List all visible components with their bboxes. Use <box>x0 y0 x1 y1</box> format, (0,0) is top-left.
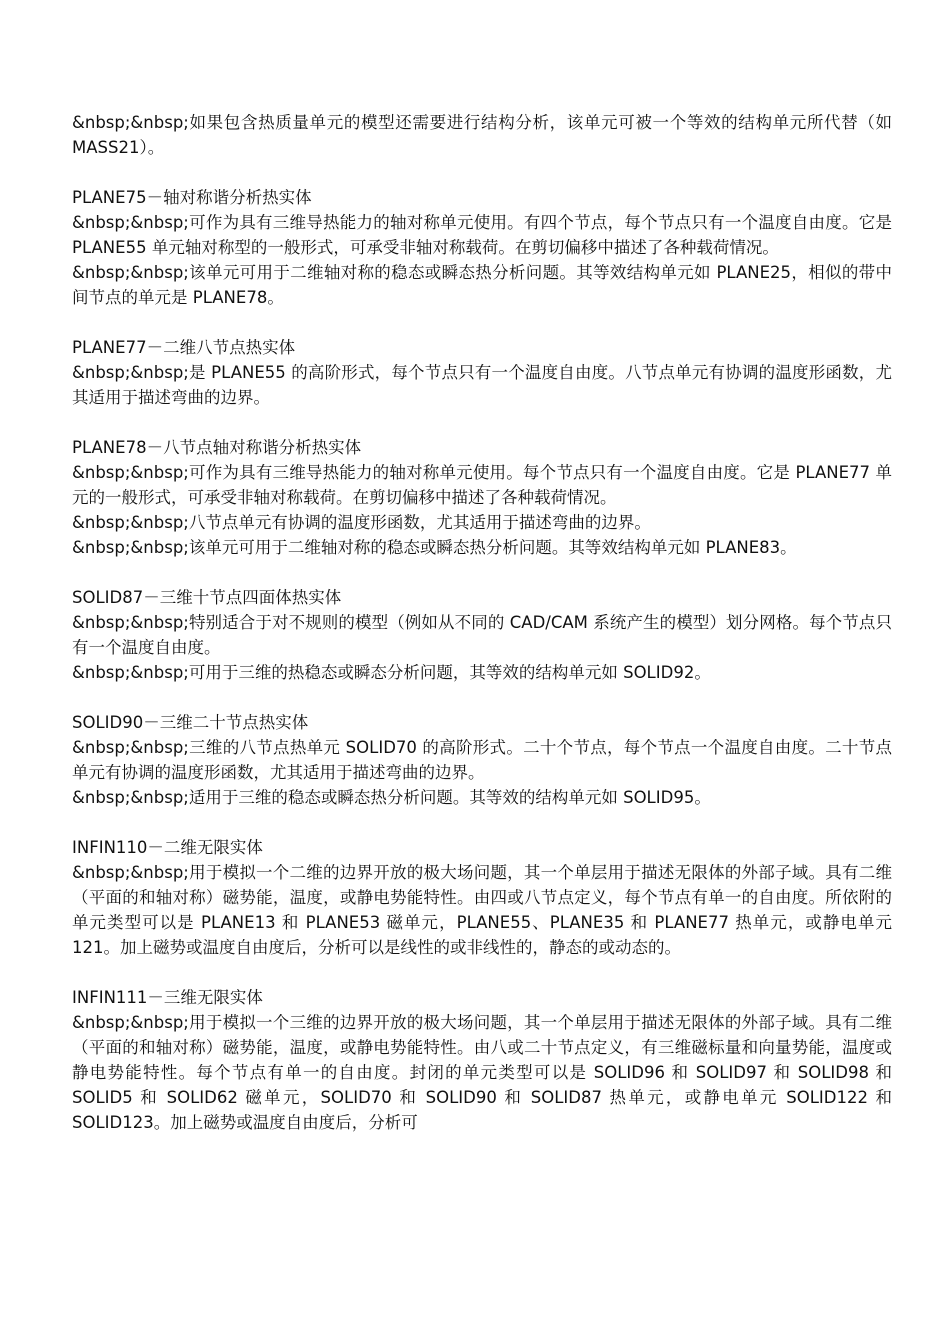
paragraph: &nbsp;&nbsp;用于模拟一个三维的边界开放的极大场问题，其一个单层用于描述无限体的外部子域。具有二维（平面的和轴对称）磁势能，温度，或静电势能特性。由八或二十节点定义，有三维磁标量和向量势能，温度或静电势能特性。每个节点有单一的自由度。封闭的单元类型可以是 SOLID96 和 SOLID97 和 SOLID98 和 SOLID5 和 SOLID62 磁单元，SOLID70 和 SOLID90 和 SOLID87 热单元，或静电单元 SOLID122 和 SOLID123。加上磁势或温度自由度后，分析可 <box>72 1013 892 1132</box>
section-infin111 <box>72 985 892 1135</box>
paragraph: &nbsp;&nbsp;可作为具有三维导热能力的轴对称单元使用。有四个节点，每个节点只有一个温度自由度。它是 PLANE55 单元轴对称型的一般形式，可承受非轴对称载荷。在剪切偏移中描述了各种载荷情况。 <box>72 213 892 257</box>
paragraph: &nbsp;&nbsp;可用于三维的热稳态或瞬态分析问题，其等效的结构单元如 SOLID92。 <box>72 663 711 682</box>
section-heading: PLANE75－轴对称谐分析热实体 <box>72 188 312 207</box>
section-infin110 <box>72 835 892 960</box>
section-heading: SOLID87－三维十节点四面体热实体 <box>72 588 342 607</box>
paragraph: &nbsp;&nbsp;适用于三维的稳态或瞬态热分析问题。其等效的结构单元如 SOLID95。 <box>72 788 711 807</box>
section-heading: SOLID90－三维二十节点热实体 <box>72 713 309 732</box>
section-solid90 <box>72 710 892 810</box>
paragraph: &nbsp;&nbsp;特别适合于对不规则的模型（例如从不同的 CAD/CAM 系统产生的模型）划分网格。每个节点只有一个温度自由度。 <box>72 613 892 657</box>
section-plane78 <box>72 435 892 560</box>
paragraph: &nbsp;&nbsp;如果包含热质量单元的模型还需要进行结构分析，该单元可被一个等效的结构单元所代替（如 MASS21）。 <box>72 113 892 157</box>
section-solid87 <box>72 585 892 685</box>
section-heading: PLANE77－二维八节点热实体 <box>72 338 296 357</box>
paragraph: &nbsp;&nbsp;是 PLANE55 的高阶形式，每个节点只有一个温度自由度。八节点单元有协调的温度形函数，尤其适用于描述弯曲的边界。 <box>72 363 892 407</box>
paragraph: &nbsp;&nbsp;该单元可用于二维轴对称的稳态或瞬态热分析问题。其等效结构单元如 PLANE83。 <box>72 538 797 557</box>
paragraph: &nbsp;&nbsp;该单元可用于二维轴对称的稳态或瞬态热分析问题。其等效结构单元如 PLANE25，相似的带中间节点的单元是 PLANE78。 <box>72 263 892 307</box>
paragraph: &nbsp;&nbsp;八节点单元有协调的温度形函数，尤其适用于描述弯曲的边界。 <box>72 513 651 532</box>
section-heading: INFIN111－三维无限实体 <box>72 988 263 1007</box>
section-plane75 <box>72 185 892 310</box>
section-heading: PLANE78－八节点轴对称谐分析热实体 <box>72 438 362 457</box>
paragraph: &nbsp;&nbsp;可作为具有三维导热能力的轴对称单元使用。每个节点只有一个温度自由度。它是 PLANE77 单元的一般形式，可承受非轴对称载荷。在剪切偏移中描述了各种载荷情况。 <box>72 463 892 507</box>
paragraph: &nbsp;&nbsp;三维的八节点热单元 SOLID70 的高阶形式。二十个节点，每个节点一个温度自由度。二十节点单元有协调的温度形函数，尤其适用于描述弯曲的边界。 <box>72 738 892 782</box>
section-mass21-note <box>72 110 892 160</box>
section-heading: INFIN110－二维无限实体 <box>72 838 263 857</box>
section-plane77 <box>72 335 892 410</box>
document-page <box>72 110 892 1160</box>
paragraph: &nbsp;&nbsp;用于模拟一个二维的边界开放的极大场问题，其一个单层用于描述无限体的外部子域。具有二维（平面的和轴对称）磁势能，温度，或静电势能特性。由四或八节点定义，每个节点有单一的自由度。所依附的单元类型可以是 PLANE13 和 PLANE53 磁单元，PLANE55、PLANE35 和 PLANE77 热单元，或静电单元 121。加上磁势或温度自由度后，分析可以是线性的或非线性的，静态的或动态的。 <box>72 863 892 957</box>
